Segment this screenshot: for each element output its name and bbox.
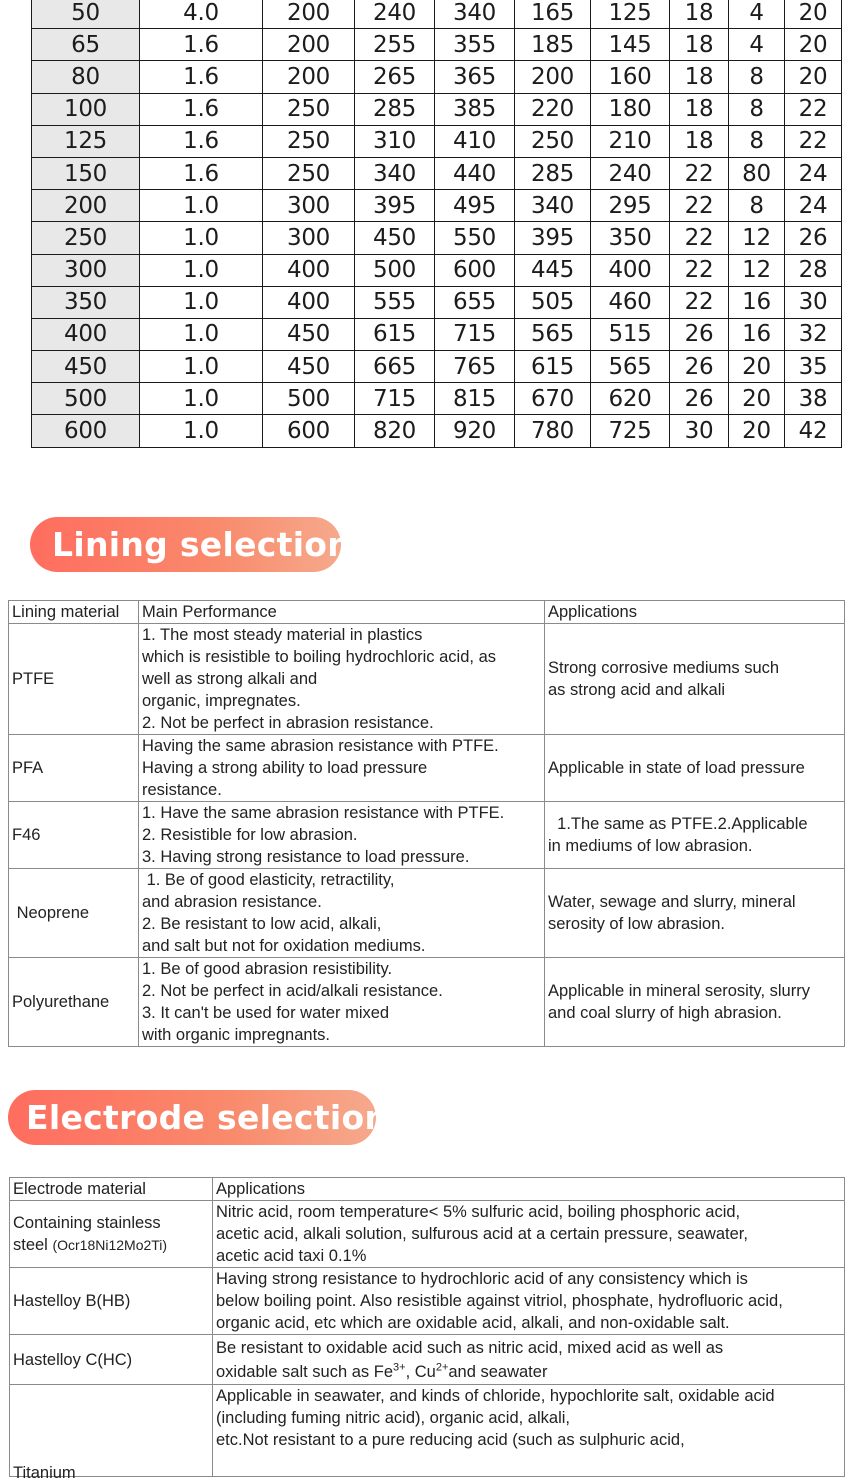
table-cell: 1.6 [140,157,263,189]
table-cell: 200 [263,61,355,93]
table-row [10,1268,845,1335]
table-cell: 385 [435,93,515,125]
lining-material-cell: PFA [9,735,139,802]
table-row [32,351,842,383]
table-cell: 1.0 [140,222,263,254]
table-cell: 210 [591,125,670,157]
performance-line: well as strong alkali and [142,670,318,688]
table-cell: 240 [591,157,670,189]
table-cell: 600 [263,415,355,447]
application-line: (including fuming nitric acid), organic acid, alkali, [216,1409,570,1427]
performance-line: 1. Have the same abrasion resistance with PTFE. [142,804,505,822]
iron-ion-charge: 3+ [393,1361,406,1373]
performance-line: 1. Be of good elasticity, retractility, [142,871,395,889]
table-cell: 20 [729,383,785,415]
table-cell: 35 [785,351,842,383]
electrode-applications-cell [213,1268,845,1335]
table-cell: 665 [355,351,435,383]
table-cell: 615 [355,318,435,350]
table-cell: 22 [670,190,729,222]
main-performance-cell [139,958,545,1047]
column-header: Applications [545,601,845,624]
table-cell: 445 [515,254,591,286]
table-cell: 670 [515,383,591,415]
table-cell: 565 [591,351,670,383]
table-cell: 350 [591,222,670,254]
table-cell: 200 [263,0,355,29]
table-cell: 395 [515,222,591,254]
main-performance-cell [139,735,545,802]
table-cell: 250 [515,125,591,157]
table-cell: 20 [729,415,785,447]
table-cell: 250 [263,93,355,125]
table-cell: 24 [785,190,842,222]
lining-table-body [9,624,845,1047]
table-cell: 250 [263,125,355,157]
material-name: Containing stainless [13,1214,161,1232]
nominal-diameter-cell: 50 [32,0,140,29]
electrode-applications-cell [213,1385,845,1477]
table-cell: 22 [785,125,842,157]
table-cell: 450 [263,351,355,383]
performance-line: 2. Not be perfect in acid/alkali resistance. [142,982,443,1000]
electrode-header-row [10,1178,845,1201]
table-cell: 715 [435,318,515,350]
column-header: Applications [213,1178,845,1201]
table-cell: 8 [729,125,785,157]
performance-line: 2. Resistible for low abrasion. [142,826,358,844]
table-cell: 715 [355,383,435,415]
table-cell: 18 [670,0,729,29]
table-cell: 18 [670,29,729,61]
table-cell: 22 [785,93,842,125]
table-cell: 20 [785,61,842,93]
table-cell: 16 [729,286,785,318]
table-row [32,93,842,125]
table-cell: 615 [515,351,591,383]
table-cell: 8 [729,190,785,222]
dimension-table-body [32,0,842,447]
table-cell: 80 [729,157,785,189]
applications-cell [545,802,845,869]
table-cell: 26 [670,383,729,415]
performance-line: 3. Having strong resistance to load pressure. [142,848,470,866]
table-cell: 765 [435,351,515,383]
table-cell: 18 [670,61,729,93]
nominal-diameter-cell: 125 [32,125,140,157]
table-cell: 300 [263,190,355,222]
table-cell: 515 [591,318,670,350]
performance-line: Having a strong ability to load pressure [142,759,428,777]
application-line: acetic acid, alkali solution, sulfurous acid at a certain pressure, seawater, [216,1225,748,1243]
application-line: 1.The same as PTFE.2.Applicable [548,815,808,833]
table-cell: 250 [263,157,355,189]
application-line: in mediums of low abrasion. [548,837,753,855]
table-cell: 295 [591,190,670,222]
nominal-diameter-cell: 400 [32,318,140,350]
table-cell: 620 [591,383,670,415]
performance-line: 1. The most steady material in plastics [142,626,423,644]
performance-line: resistance. [142,781,222,799]
column-header: Main Performance [139,601,545,624]
table-cell: 340 [435,0,515,29]
table-cell: 220 [515,93,591,125]
table-cell: 1.0 [140,190,263,222]
table-cell: 8 [729,93,785,125]
table-row [32,157,842,189]
table-cell: 655 [435,286,515,318]
table-cell: 1.0 [140,254,263,286]
table-cell: 38 [785,383,842,415]
application-line-with-ions [216,1360,841,1384]
table-cell: 400 [263,286,355,318]
table-cell: 20 [785,29,842,61]
electrode-material-cell [10,1201,213,1268]
table-cell: 495 [435,190,515,222]
table-cell: 240 [355,0,435,29]
table-cell: 600 [435,254,515,286]
lining-material-cell: Neoprene [9,869,139,958]
lining-selection-table [8,600,845,1047]
table-cell: 200 [515,61,591,93]
table-cell: 24 [785,157,842,189]
table-cell: 4 [729,29,785,61]
table-cell: 12 [729,254,785,286]
material-grade: (Ocr18Ni12Mo2Ti) [52,1237,168,1253]
table-row [10,1201,845,1268]
table-cell: 1.6 [140,93,263,125]
nominal-diameter-cell: 250 [32,222,140,254]
application-line: as strong acid and alkali [548,681,726,699]
table-row [32,254,842,286]
electrode-applications-cell [213,1201,845,1268]
table-cell: 340 [355,157,435,189]
table-cell: 16 [729,318,785,350]
material-name-word: steel [13,1236,48,1254]
table-cell: 460 [591,286,670,318]
applications-cell [545,735,845,802]
nominal-diameter-cell: 350 [32,286,140,318]
table-cell: 8 [729,61,785,93]
table-cell: 18 [670,93,729,125]
application-line: Water, sewage and slurry, mineral [548,893,796,911]
table-cell: 565 [515,318,591,350]
lining-selection-heading: Lining selection [30,517,341,572]
table-cell: 4.0 [140,0,263,29]
lining-material-cell: Polyurethane [9,958,139,1047]
table-cell: 450 [263,318,355,350]
electrode-material-cell [10,1385,213,1482]
table-cell: 440 [435,157,515,189]
copper-ion-charge: 2+ [435,1361,449,1373]
application-text: and seawater [448,1362,548,1381]
performance-line: 2. Not be perfect in abrasion resistance. [142,714,434,732]
table-cell: 265 [355,61,435,93]
flange-dimension-table [31,0,842,448]
table-cell: 725 [591,415,670,447]
performance-line: organic, impregnates. [142,692,301,710]
table-cell: 125 [591,0,670,29]
table-cell: 26 [670,318,729,350]
column-header: Lining material [9,601,139,624]
table-cell: 1.6 [140,29,263,61]
table-row [32,286,842,318]
table-cell: 1.6 [140,61,263,93]
lining-material-cell: F46 [9,802,139,869]
table-cell: 22 [670,286,729,318]
application-line: organic acid, etc which are oxidable acid, alkali, and non-oxidable salt. [216,1314,730,1332]
application-line: Strong corrosive mediums such [548,659,780,677]
table-cell: 1.0 [140,286,263,318]
table-row [9,958,845,1047]
table-cell: 165 [515,0,591,29]
table-cell: 400 [591,254,670,286]
nominal-diameter-cell: 200 [32,190,140,222]
application-line: Applicable in seawater, and kinds of chloride, hypochlorite salt, oxidable acid [216,1387,775,1405]
table-cell: 22 [670,222,729,254]
table-cell: 20 [729,351,785,383]
application-line: Having strong resistance to hydrochloric acid of any consistency which is [216,1270,748,1288]
column-header: Electrode material [10,1178,213,1201]
table-row [9,869,845,958]
table-cell: 185 [515,29,591,61]
performance-line: 2. Be resistant to low acid, alkali, [142,915,382,933]
main-performance-cell [139,802,545,869]
table-cell: 400 [263,254,355,286]
table-row [32,0,842,29]
table-cell: 820 [355,415,435,447]
application-line: and coal slurry of high abrasion. [548,1004,782,1022]
table-cell: 410 [435,125,515,157]
table-row [9,624,845,735]
material-name-cont [13,1234,209,1256]
nominal-diameter-cell: 100 [32,93,140,125]
nominal-diameter-cell: 80 [32,61,140,93]
table-cell: 4 [729,0,785,29]
table-cell: 1.6 [140,125,263,157]
table-cell: 780 [515,415,591,447]
application-line: etc.Not resistant to a pure reducing acid (such as sulphuric acid, [216,1431,685,1449]
table-cell: 1.0 [140,415,263,447]
table-cell: 285 [515,157,591,189]
lining-material-cell: PTFE [9,624,139,735]
nominal-diameter-cell: 600 [32,415,140,447]
table-cell: 550 [435,222,515,254]
table-row [32,29,842,61]
application-line: acetic acid taxi 0.1% [216,1247,367,1265]
electrode-applications-cell [213,1335,845,1385]
application-line: Applicable in state of load pressure [548,759,805,777]
lining-header-row [9,601,845,624]
table-cell: 395 [355,190,435,222]
table-cell: 255 [355,29,435,61]
main-performance-cell [139,624,545,735]
table-cell: 22 [670,254,729,286]
application-line: below boiling point. Also resistible against vitriol, phosphate, hydrofluoric acid, [216,1292,783,1310]
table-cell: 145 [591,29,670,61]
nominal-diameter-cell: 65 [32,29,140,61]
applications-cell [545,958,845,1047]
table-cell: 32 [785,318,842,350]
nominal-diameter-cell: 500 [32,383,140,415]
performance-line: 3. It can't be used for water mixed [142,1004,390,1022]
application-text: oxidable salt such as Fe [216,1362,394,1381]
electrode-material-cell: Hastelloy B(HB) [10,1268,213,1335]
main-performance-cell [139,869,545,958]
electrode-selection-table [9,1177,845,1482]
table-cell: 300 [263,222,355,254]
table-row [32,383,842,415]
table-cell: 22 [670,157,729,189]
table-cell: 42 [785,415,842,447]
nominal-diameter-cell: 300 [32,254,140,286]
table-row [9,735,845,802]
table-row [32,222,842,254]
performance-line: 1. Be of good abrasion resistibility. [142,960,393,978]
electrode-selection-heading: Electrode selection [8,1090,376,1145]
table-row [32,318,842,350]
table-cell: 505 [515,286,591,318]
application-line: Applicable in mineral serosity, slurry [548,982,810,1000]
application-text: , Cu [405,1362,436,1381]
table-cell: 500 [263,383,355,415]
table-row [32,190,842,222]
nominal-diameter-cell: 450 [32,351,140,383]
table-cell: 555 [355,286,435,318]
table-row [10,1335,845,1385]
application-line: Nitric acid, room temperature< 5% sulfuric acid, boiling phosphoric acid, [216,1203,741,1221]
table-cell: 30 [670,415,729,447]
table-row [32,61,842,93]
table-cell: 28 [785,254,842,286]
performance-line: and salt but not for oxidation mediums. [142,937,426,955]
electrode-material-cell: Hastelloy C(HC) [10,1335,213,1385]
table-cell: 20 [785,0,842,29]
applications-cell [545,869,845,958]
table-cell: 310 [355,125,435,157]
table-cell: 815 [435,383,515,415]
table-row [9,802,845,869]
performance-line: with organic impregnants. [142,1026,331,1044]
table-cell: 365 [435,61,515,93]
table-cell: 450 [355,222,435,254]
table-cell: 160 [591,61,670,93]
table-cell: 355 [435,29,515,61]
application-line: Be resistant to oxidable acid such as nitric acid, mixed acid as well as [216,1338,724,1357]
performance-line: which is resistible to boiling hydrochloric acid, as [142,648,496,666]
nominal-diameter-cell: 150 [32,157,140,189]
table-cell: 1.0 [140,351,263,383]
table-cell: 200 [263,29,355,61]
table-cell: 920 [435,415,515,447]
table-cell: 18 [670,125,729,157]
material-name: Titanium [13,1464,76,1482]
application-line: serosity of low abrasion. [548,915,725,933]
table-cell: 500 [355,254,435,286]
table-row [32,125,842,157]
table-row [10,1385,845,1477]
table-cell: 26 [670,351,729,383]
table-cell: 180 [591,93,670,125]
table-cell: 285 [355,93,435,125]
performance-line: Having the same abrasion resistance with PTFE. [142,737,499,755]
table-row [32,415,842,447]
table-cell: 12 [729,222,785,254]
table-cell: 30 [785,286,842,318]
table-cell: 340 [515,190,591,222]
table-cell: 1.0 [140,383,263,415]
table-cell: 26 [785,222,842,254]
performance-line: and abrasion resistance. [142,893,322,911]
applications-cell [545,624,845,735]
table-cell: 1.0 [140,318,263,350]
